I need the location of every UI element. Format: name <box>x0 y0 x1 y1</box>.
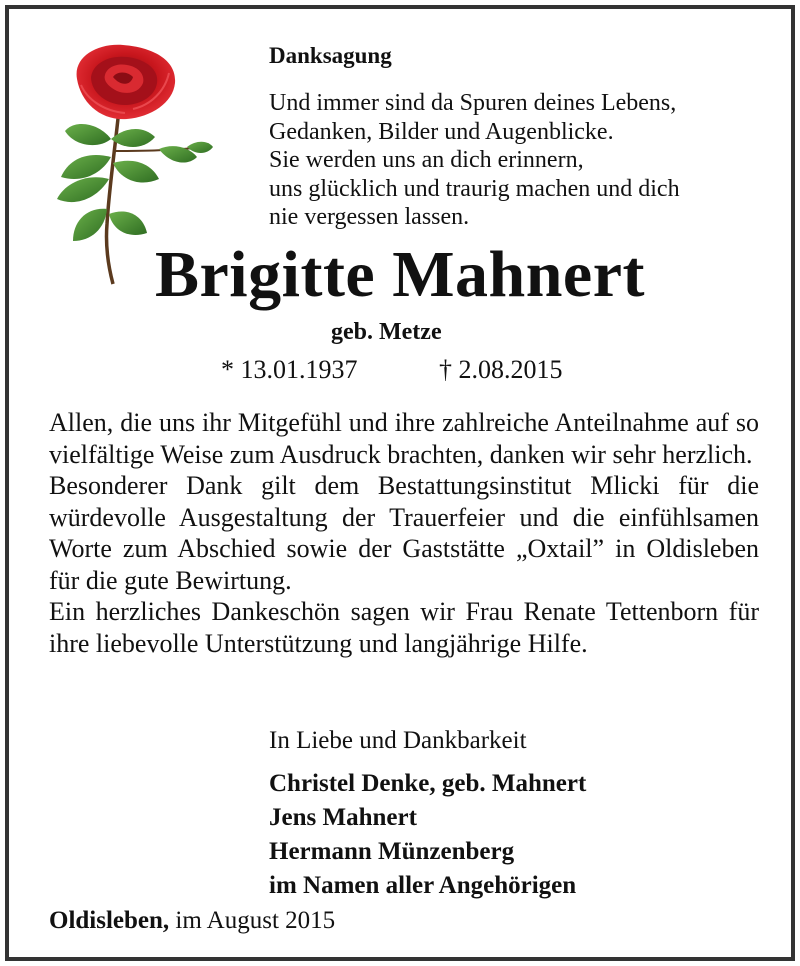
paragraph: Besonderer Dank gilt dem Bestattungsinstitut Mlicki für die würdevolle Ausgestaltung der Trauerfeier und die einfühlsamen Worte zum Abschied sowie der Gaststätte „Oxtail” in Oldisleben für die gute Bewirtung. <box>49 471 759 595</box>
birth-date: * 13.01.1937 <box>221 355 358 384</box>
deceased-name: Brigitte Mahnert <box>154 238 645 311</box>
signer: Hermann Münzenberg <box>269 838 515 865</box>
obituary-notice <box>5 5 795 961</box>
poem-line: nie vergessen lassen. <box>269 204 470 230</box>
signer: im Namen aller Angehörigen <box>269 872 577 899</box>
signer: Christel Denke, geb. Mahnert <box>269 770 587 797</box>
place-date <box>49 907 335 935</box>
paragraph: Allen, die uns ihr Mitgefühl und ihre zahlreiche Anteilnahme auf so vielfältige Weise zum Ausdruck brachten, danken wir sehr herzlich. <box>49 408 759 469</box>
death-date: † 2.08.2015 <box>439 355 563 384</box>
poem-line: Sie werden uns an dich erinnern, <box>269 147 584 173</box>
notice-heading: Danksagung <box>269 43 392 68</box>
poem-line: uns glücklich und traurig machen und dich <box>269 175 680 202</box>
poem <box>269 89 680 232</box>
poem-line: Gedanken, Bilder und Augenblicke. <box>269 118 614 145</box>
poem-line: Und immer sind da Spuren deines Lebens, <box>269 90 677 116</box>
signers <box>269 767 586 903</box>
place: Oldisleben, <box>49 907 170 934</box>
birth-name: geb. Metze <box>331 319 442 345</box>
date-line: im August 2015 <box>175 907 336 934</box>
closing-line: In Liebe und Dankbarkeit <box>269 727 527 754</box>
signer: Jens Mahnert <box>269 804 417 831</box>
paragraph: Ein herzliches Dankeschön sagen wir Frau Renate Tettenborn für ihre liebevolle Unterstützung und langjährige Hilfe. <box>49 597 759 658</box>
thank-you-text <box>49 407 759 659</box>
